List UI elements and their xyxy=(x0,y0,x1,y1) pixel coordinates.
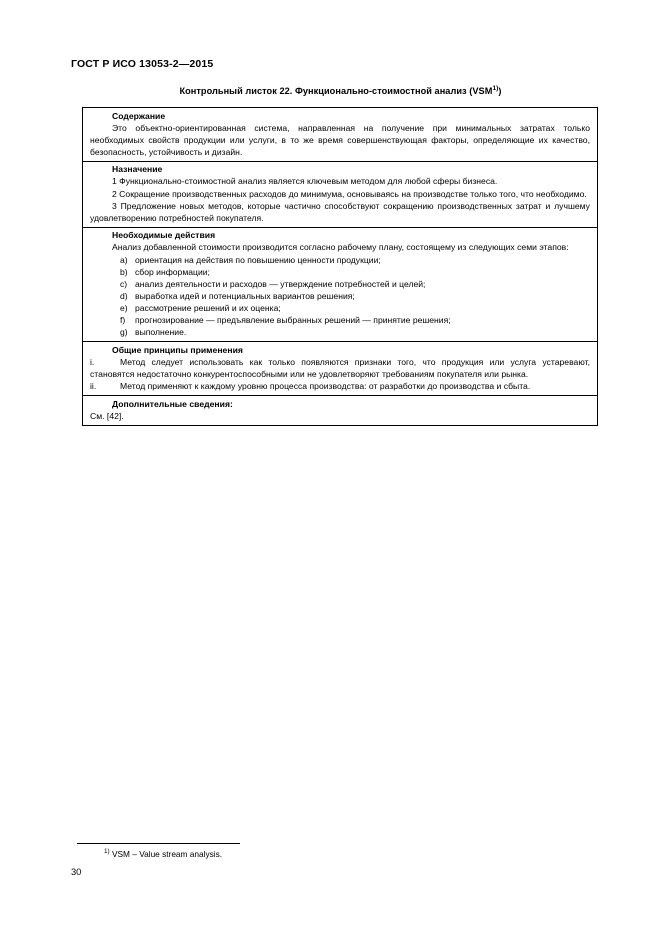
checklist-table xyxy=(82,107,598,426)
section-heading: Содержание xyxy=(112,110,166,121)
section-heading: Дополнительные сведения: xyxy=(112,398,233,409)
roman-list-item xyxy=(90,380,590,392)
section-item-list xyxy=(90,254,590,339)
roman-list-item-text: Метод следует использовать как только появляются признаки того, что продукция или услуга устаревают, становятся недостаточно конкурентоспособными или не удовлетворяют требованиям покупателя или рынка. xyxy=(90,356,590,379)
section-paragraph: См. [42]. xyxy=(90,410,124,421)
checklist-section-naznachenie xyxy=(83,162,597,228)
list-item-marker: g) xyxy=(120,327,128,338)
list-item-marker: c) xyxy=(120,278,128,289)
footnote-separator xyxy=(77,843,240,844)
roman-list-item-text: Метод применяют к каждому уровню процесса производства: от разработки до производства и сбыта. xyxy=(120,380,531,391)
section-heading: Назначение xyxy=(112,164,163,175)
list-item-text: сбор информации; xyxy=(135,266,210,277)
list-item xyxy=(90,254,590,266)
checklist-section-soderzhanie xyxy=(83,108,597,162)
footnote-text: VSM – Value stream analysis. xyxy=(109,849,223,859)
section-paragraph: 2 Сокращение производственных расходов до минимума, основываясь на производстве только того, что необходимо. xyxy=(112,188,587,199)
list-item xyxy=(90,278,590,290)
section-paragraph: 1 Функционально-стоимостной анализ является ключевым методом для любой сферы бизнеса. xyxy=(112,176,498,187)
list-item-text: прогнозирование — предъявление выбранных решений — принятие решения; xyxy=(135,315,451,325)
section-heading: Общие принципы применения xyxy=(112,344,243,355)
checklist-title-footnote-marker: 1) xyxy=(492,84,499,92)
footnote-marker: 1) xyxy=(104,848,110,856)
checklist-section-obshchie-printsipy xyxy=(83,342,597,396)
checklist-title-text: Контрольный листок 22. Функционально-стоимостной анализ (VSM xyxy=(179,86,493,96)
list-item xyxy=(90,290,590,302)
footnote xyxy=(104,849,222,860)
section-paragraph: Это объектно-ориентированная система, направленная на получение при минимальных затратах только необходимых свойств продукции или услуги, в то же время совершенствующая факторы, определяющие их качество, безопасность, устойчивость и дизайн. xyxy=(90,122,590,157)
list-item-text: ориентация на действия по повышению ценности продукции; xyxy=(135,254,381,265)
list-item-text: выработка идей и потенциальных вариантов решения; xyxy=(135,290,355,301)
list-item-text: анализ деятельности и расходов — утверждение потребностей и целей; xyxy=(135,278,426,289)
roman-list-item-marker: i. xyxy=(90,356,95,367)
section-paragraph: Анализ добавленной стоимости производится согласно рабочему плану, состоящему из следующих семи этапов: xyxy=(112,242,569,253)
checklist-title xyxy=(82,86,599,96)
list-item-text: выполнение. xyxy=(135,327,187,338)
list-item xyxy=(90,266,590,278)
list-item-marker: a) xyxy=(120,254,128,265)
section-paragraph: 3 Предложение новых методов, которые частично способствуют сокращению производственных затрат и лучшему удовлетворению потребностей покупателя. xyxy=(90,200,590,223)
list-item xyxy=(90,302,590,314)
checklist-section-dopolnitelnye-svedeniya xyxy=(83,396,597,425)
checklist-section-neobhodimye-deystviya xyxy=(83,228,597,342)
page-number: 30 xyxy=(71,867,82,877)
list-item-marker: b) xyxy=(120,266,128,277)
list-item-text: рассмотрение решений и их оценка; xyxy=(135,302,281,313)
section-roman-list xyxy=(90,356,590,392)
running-head: ГОСТ Р ИСО 13053-2—2015 xyxy=(71,58,214,70)
list-item xyxy=(90,314,590,326)
list-item-marker: f) xyxy=(120,315,126,325)
list-item xyxy=(90,326,590,338)
roman-list-item-marker: ii. xyxy=(90,380,97,391)
checklist-title-tail: ) xyxy=(498,86,502,96)
section-heading: Необходимые действия xyxy=(112,230,216,241)
list-item-marker: d) xyxy=(120,290,128,301)
roman-list-item xyxy=(90,356,590,380)
list-item-marker: e) xyxy=(120,302,128,313)
